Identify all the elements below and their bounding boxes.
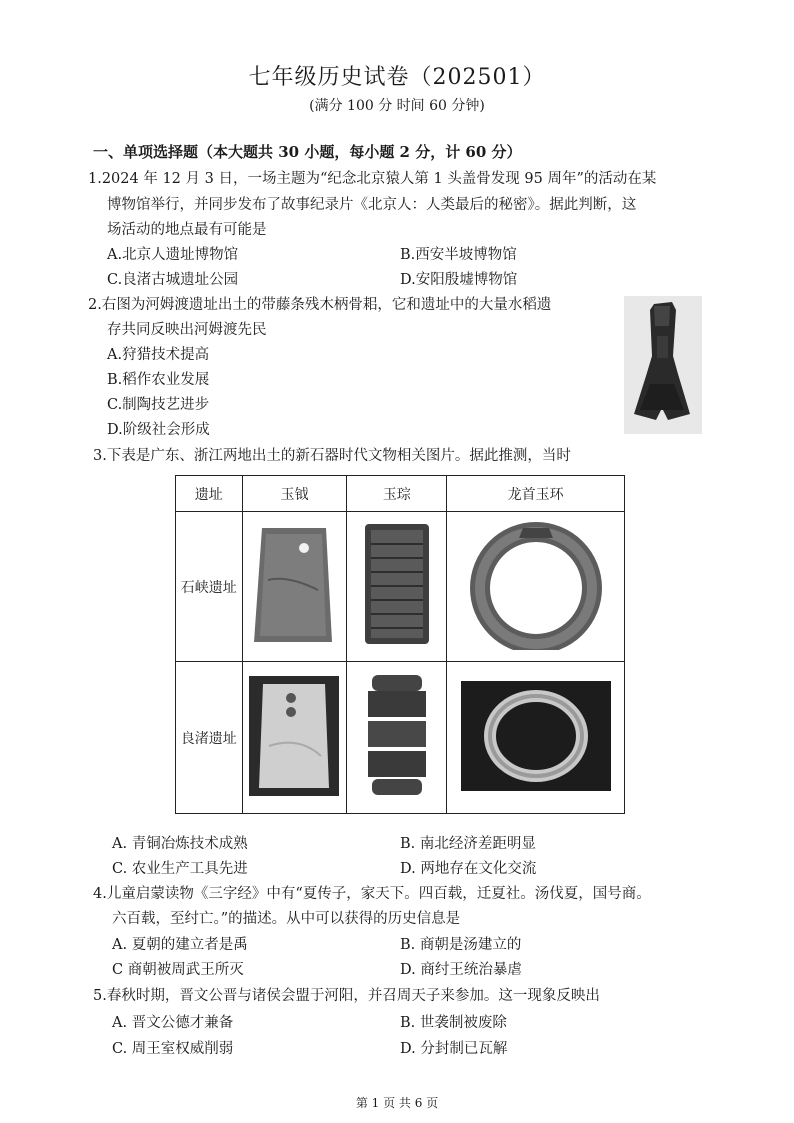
q1-line-1: 1.2024 年 12 月 3 日，一场主题为“纪念北京猿人第 1 头盖骨发现 95 周年”的活动在某	[88, 171, 657, 187]
table-header-row	[176, 476, 625, 512]
bone-spade-image	[624, 296, 702, 434]
exam-subtitle: (满分 100 分 时间 60 分钟)	[309, 98, 485, 114]
q1-option-b: B.西安半坡博物馆	[400, 247, 517, 263]
table-row	[176, 512, 625, 662]
q3-line-1: 3.下表是广东、浙江两地出土的新石器时代文物相关图片。据此推测，当时	[93, 448, 571, 464]
q4-option-d: D. 商纣王统治暴虐	[400, 962, 522, 978]
shixia-cong-image	[347, 512, 447, 662]
q1-option-a: A.北京人遗址博物馆	[107, 247, 239, 263]
liangzhu-yue-image	[242, 662, 347, 814]
q4-option-a: A. 夏朝的建立者是禹	[112, 937, 248, 953]
q2-line-2: 存共同反映出河姆渡先民	[107, 322, 267, 338]
q2-option-b: B.稻作农业发展	[107, 372, 210, 388]
table-header-cong: 玉琮	[347, 476, 447, 512]
table-row-label-liangzhu: 良渚遗址	[176, 662, 243, 814]
q1-line-2: 博物馆举行，并同步发布了故事纪录片《北京人：人类最后的秘密》。据此判断，这	[107, 197, 637, 213]
liangzhu-ring-image	[447, 662, 625, 814]
q4-option-c: C 商朝被周武王所灭	[112, 962, 244, 978]
q3-option-b: B. 南北经济差距明显	[400, 836, 536, 852]
q2-line-1: 2.右图为河姆渡遗址出土的带藤条残木柄骨耜，它和遗址中的大量水稻遗	[88, 297, 552, 313]
q3-option-d: D. 两地存在文化交流	[400, 861, 537, 877]
q1-option-c: C.良渚古城遗址公园	[107, 272, 239, 288]
q5-option-b: B. 世袭制被废除	[400, 1015, 507, 1031]
q4-option-b: B. 商朝是汤建立的	[400, 937, 522, 953]
exam-title: 七年级历史试卷（202501）	[248, 65, 546, 90]
q4-line-2: 六百载，至纣亡。”的描述。从中可以获得的历史信息是	[112, 911, 461, 927]
shixia-ring-image	[447, 512, 625, 662]
q2-option-d: D.阶级社会形成	[107, 422, 210, 438]
q1-line-3: 场活动的地点最有可能是	[107, 222, 267, 238]
artifact-table	[175, 475, 625, 814]
q5-option-a: A. 晋文公德才兼备	[112, 1015, 234, 1031]
q2-option-a: A.狩猎技术提高	[107, 347, 210, 363]
table-header-yue: 玉钺	[242, 476, 347, 512]
liangzhu-cong-image	[347, 662, 447, 814]
q5-option-d: D. 分封制已瓦解	[400, 1041, 508, 1057]
q3-option-c: C. 农业生产工具先进	[112, 861, 248, 877]
table-header-ring: 龙首玉环	[447, 476, 625, 512]
q4-line-1: 4.儿童启蒙读物《三字经》中有“夏传子，家天下。四百载，迁夏社。汤伐夏，国号商。	[93, 886, 651, 902]
q3-option-a: A. 青铜冶炼技术成熟	[112, 836, 248, 852]
shixia-yue-image	[242, 512, 347, 662]
table-row	[176, 662, 625, 814]
q5-line-1: 5.春秋时期，晋文公晋与诸侯会盟于河阳，并召周天子来参加。这一现象反映出	[93, 988, 600, 1004]
page-number: 第 1 页 共 6 页	[355, 1096, 439, 1110]
table-row-label-shixia: 石峡遗址	[176, 512, 243, 662]
q5-option-c: C. 周王室权威削弱	[112, 1041, 234, 1057]
q1-option-d: D.安阳殷墟博物馆	[400, 272, 518, 288]
section-heading: 一、单项选择题（本大题共 30 小题，每小题 2 分，计 60 分）	[93, 143, 522, 161]
table-header-site: 遗址	[176, 476, 243, 512]
q2-option-c: C.制陶技艺进步	[107, 397, 210, 413]
